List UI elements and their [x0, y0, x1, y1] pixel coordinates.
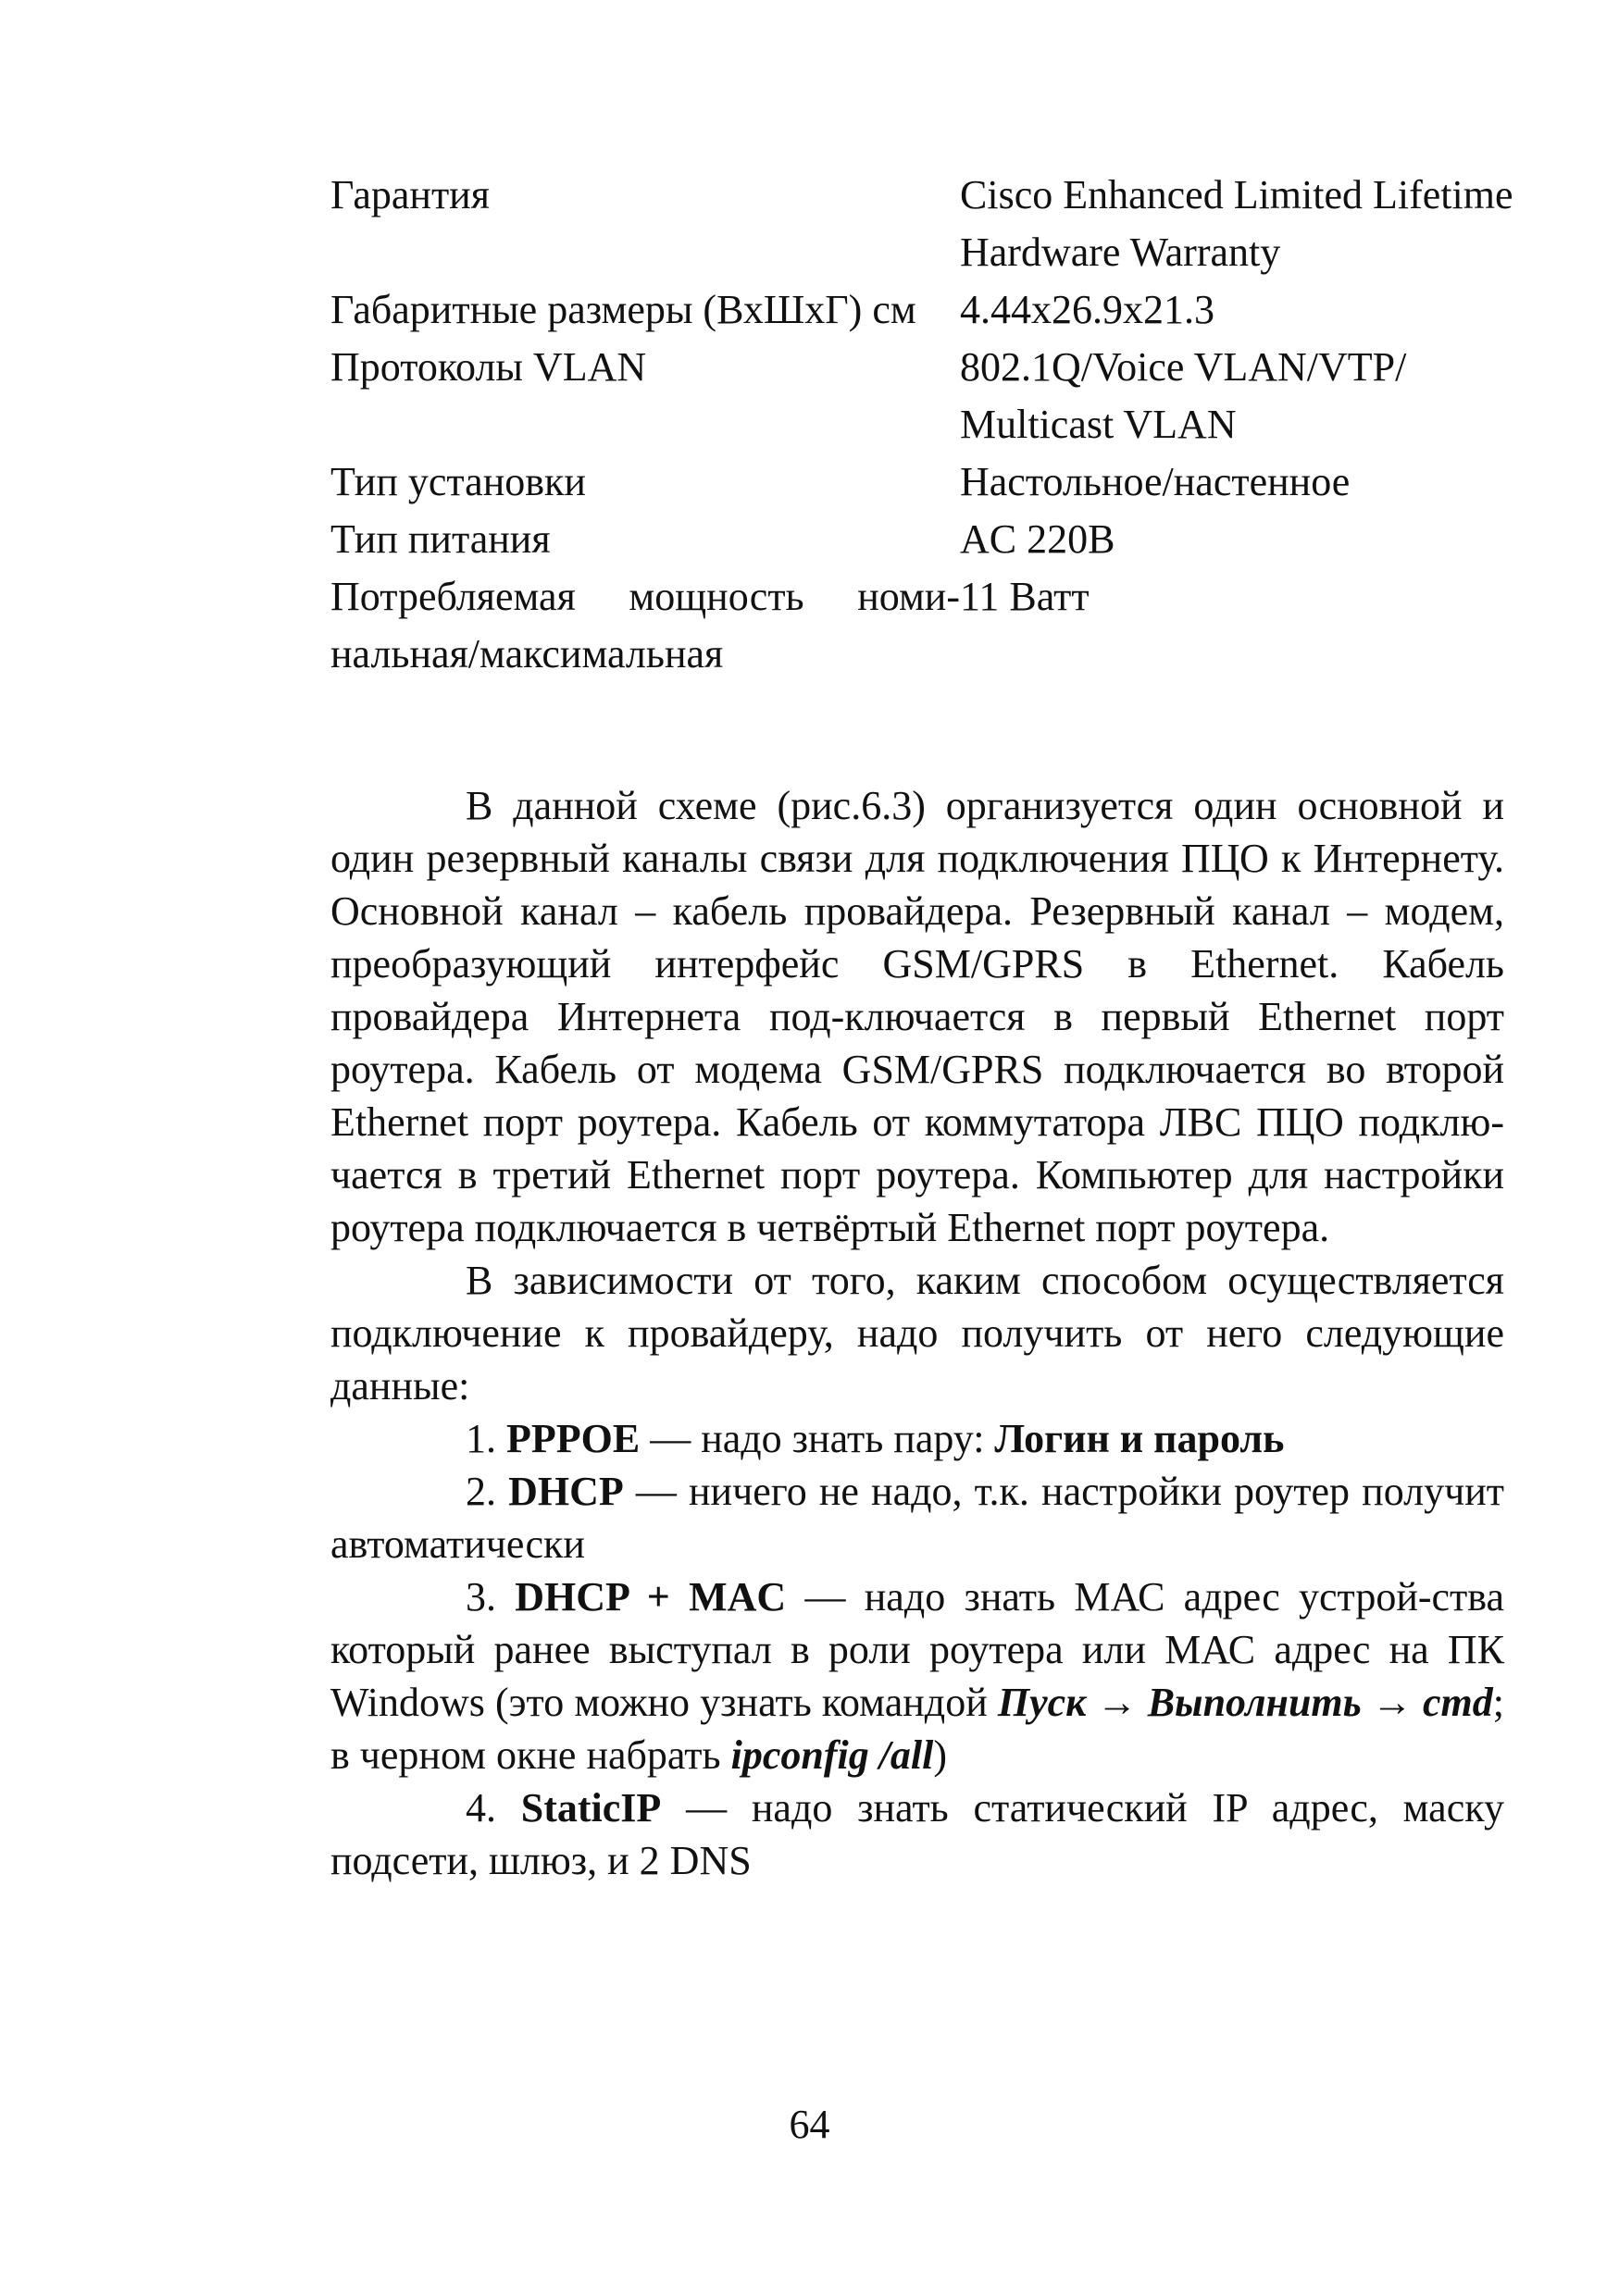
list-text-3: ) — [933, 1732, 948, 1778]
list-term: PPPOE — [506, 1416, 641, 1461]
paragraph-provider-data: В зависимости от того, каким способом осуществляется подключение к провайдеру, надо получить от него следующие данные: — [330, 1258, 1504, 1409]
spec-name: Тип установки — [330, 459, 586, 504]
list-item-dhcp — [330, 1465, 1504, 1570]
spec-row-vlan — [330, 339, 1525, 453]
spec-row-power-type — [330, 511, 1525, 568]
list-term: DHCP — [508, 1469, 624, 1514]
spec-value: 11 Ватт — [960, 574, 1090, 619]
spec-row-power-consumption — [330, 568, 1525, 683]
spec-table — [330, 167, 1525, 683]
command-run: Пуск → Выполнить → cmd — [997, 1680, 1493, 1725]
spec-value: 802.1Q/Voice VLAN/VTP/ Multicast VLAN — [960, 344, 1407, 447]
spec-row-warranty — [330, 167, 1525, 281]
paragraph-scheme: В данной схеме (рис.6.3) организуется один основной и один резервный каналы связи для подключения ПЦО к Интернету. Основной канал – кабель провайдера. Резервный канал – модем, преобразующий интерфейс GSM/GPRS в Ethernet. Кабель провайдера Интернета под-ключается в первый Ethernet порт роутера. Кабель от модема GSM/GPRS подключается во второй Ethernet порт роутера. Кабель от коммутатора ЛВС ПЦО подклю-чается в третий Ethernet порт роутера. Компьютер для настройки роутера подключается в четвёртый Ethernet порт роутера. — [330, 783, 1504, 1250]
spec-value: Cisco Enhanced Limited Lifetime Hardware Warranty — [960, 172, 1513, 275]
spec-row-install-type — [330, 453, 1525, 511]
spec-name: Гарантия — [330, 172, 490, 217]
spec-name: Габаритные размеры (ВхШхГ) см — [330, 287, 916, 332]
spec-value: Настольное/настенное — [960, 459, 1351, 504]
spec-value: AC 220В — [960, 516, 1115, 562]
list-bold-tail: Логин и пароль — [994, 1416, 1285, 1461]
list-number: 3. — [466, 1574, 496, 1620]
spec-row-dimensions — [330, 281, 1525, 339]
spec-name: Протоколы VLAN — [330, 344, 647, 390]
list-number: 4. — [466, 1785, 496, 1831]
list-number: 2. — [466, 1469, 496, 1514]
list-item-pppoe — [330, 1412, 1504, 1465]
list-item-dhcp-mac — [330, 1570, 1504, 1781]
spec-name: Потребляемая мощность номи-нальная/максимальная — [330, 574, 960, 676]
list-number: 1. — [466, 1416, 496, 1461]
list-text: — надо знать статический IP адрес, маску подсети, шлюз, и 2 DNS — [330, 1785, 1504, 1883]
list-text: — надо знать пару: — [640, 1416, 995, 1461]
page-number: 64 — [789, 2102, 830, 2147]
list-term: DHCP + MAC — [515, 1574, 787, 1620]
body-text — [330, 779, 1504, 1887]
command-ipconfig: ipconfig /all — [730, 1732, 934, 1778]
list-text: — ничего не надо, т.к. настройки роутер получит автоматически — [330, 1469, 1505, 1567]
list-item-static-ip — [330, 1781, 1504, 1887]
spec-value: 4.44x26.9x21.3 — [960, 287, 1214, 332]
spec-name: Тип питания — [330, 516, 551, 562]
list-text-2: ; в черном окне набрать — [330, 1680, 1504, 1778]
list-text: — надо знать МАС адрес устрой-ства который ранее выступал в роли роутера или МАС адрес на ПК Windows (это можно узнать командой — [330, 1574, 1504, 1725]
list-term: StaticIP — [520, 1785, 662, 1831]
